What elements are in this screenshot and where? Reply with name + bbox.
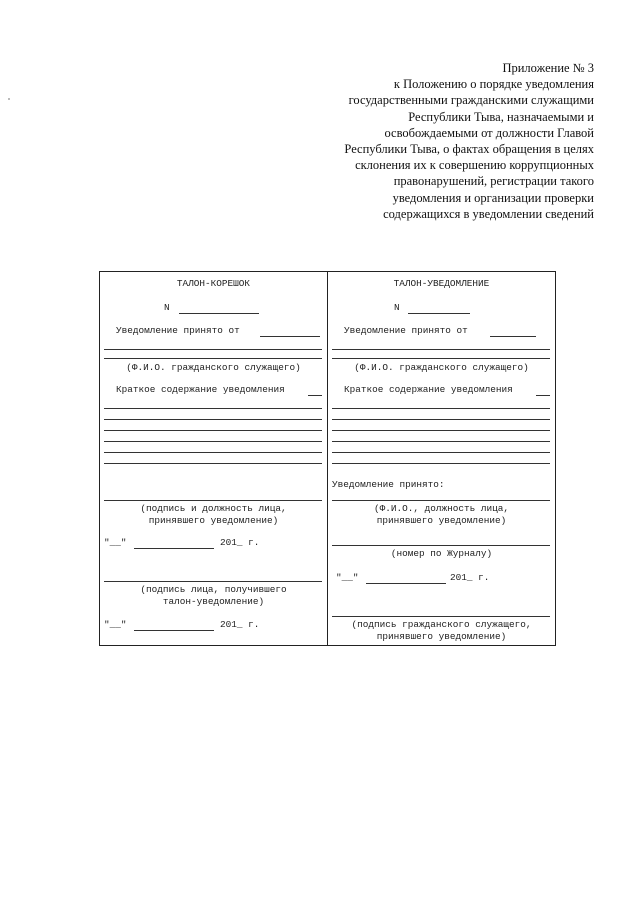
summary-line[interactable] — [104, 419, 322, 420]
number-label: N — [394, 302, 400, 313]
summary-line[interactable] — [332, 441, 550, 442]
date-year: 201_ г. — [220, 537, 260, 548]
summary-line[interactable] — [104, 452, 322, 453]
summary-line[interactable] — [332, 430, 550, 431]
received-label: Уведомление принято от — [344, 325, 468, 336]
journal-number-field[interactable] — [332, 545, 550, 546]
date2-month-field[interactable] — [134, 630, 214, 631]
date-month-field[interactable] — [366, 583, 446, 584]
accepted-caption: принявшего уведомление) — [376, 515, 507, 526]
koreshok-title: ТАЛОН-КОРЕШОК — [176, 278, 251, 289]
summary-line[interactable] — [332, 452, 550, 453]
signature-caption: (подпись и должность лица, — [140, 503, 287, 514]
date-day: "__" — [104, 537, 127, 548]
signature-caption: принявшего уведомление) — [148, 515, 279, 526]
journal-caption: (номер по Журналу) — [390, 548, 493, 559]
signature-field[interactable] — [104, 500, 322, 501]
date-day: "__" — [336, 572, 359, 583]
date2-year: 201_ г. — [220, 619, 260, 630]
summary-line[interactable] — [332, 408, 550, 409]
header-line: Республики Тыва, назначаемыми и — [408, 109, 594, 124]
servant-signature-field[interactable] — [332, 616, 550, 617]
date-month-field[interactable] — [134, 548, 214, 549]
fio-field-2[interactable] — [104, 358, 322, 359]
date2-day: "__" — [104, 619, 127, 630]
summary-field[interactable] — [536, 395, 550, 396]
summary-line[interactable] — [332, 419, 550, 420]
header-line: склонения их к совершению коррупционных — [355, 158, 594, 173]
servant-caption: (подпись гражданского служащего, — [351, 619, 532, 630]
received-label: Уведомление принято от — [116, 325, 240, 336]
header-line: содержащихся в уведомлении сведений — [383, 206, 594, 221]
fio-caption: (Ф.И.О. гражданского служащего) — [126, 362, 301, 373]
header-line: освобождаемыми от должности Главой — [384, 125, 594, 140]
fio-field[interactable] — [104, 349, 322, 350]
summary-line[interactable] — [104, 463, 322, 464]
summary-label: Краткое содержание уведомления — [344, 384, 513, 395]
receiver-signature-field[interactable] — [104, 581, 322, 582]
summary-field[interactable] — [308, 395, 322, 396]
summary-line[interactable] — [332, 463, 550, 464]
header-line: к Положению о порядке уведомления — [393, 77, 594, 92]
number-field[interactable] — [179, 313, 259, 314]
accepted-caption: (Ф.И.О., должность лица, — [373, 503, 510, 514]
header-line: уведомления и организации проверки — [392, 190, 594, 205]
summary-line[interactable] — [104, 430, 322, 431]
summary-line[interactable] — [104, 441, 322, 442]
fio-field-2[interactable] — [332, 358, 550, 359]
received-date-field[interactable] — [260, 336, 320, 337]
receiver-caption: талон-уведомление) — [162, 596, 265, 607]
scan-speck — [8, 98, 10, 100]
appendix-header — [294, 60, 594, 222]
number-label: N — [164, 302, 170, 313]
talon-uvedomlenie — [328, 272, 555, 645]
header-line: Республики Тыва, о фактах обращения в целях — [344, 142, 594, 157]
header-line: правонарушений, регистрации такого — [393, 174, 594, 189]
received-date-field[interactable] — [490, 336, 536, 337]
receiver-caption: (подпись лица, получившего — [140, 584, 287, 595]
header-line: государственными гражданскими служащими — [348, 93, 594, 108]
uvedomlenie-title: ТАЛОН-УВЕДОМЛЕНИЕ — [393, 278, 490, 289]
talon-koreshok — [100, 272, 328, 645]
servant-caption: принявшего уведомление) — [376, 631, 507, 642]
accepted-label: Уведомление принято: — [332, 479, 445, 490]
talon-form — [99, 271, 556, 646]
number-field[interactable] — [408, 313, 470, 314]
fio-field[interactable] — [332, 349, 550, 350]
summary-line[interactable] — [104, 408, 322, 409]
accepted-by-field[interactable] — [332, 500, 550, 501]
date-year: 201_ г. — [450, 572, 490, 583]
fio-caption: (Ф.И.О. гражданского служащего) — [354, 362, 529, 373]
summary-label: Краткое содержание уведомления — [116, 384, 285, 395]
header-line: Приложение № 3 — [502, 61, 594, 75]
